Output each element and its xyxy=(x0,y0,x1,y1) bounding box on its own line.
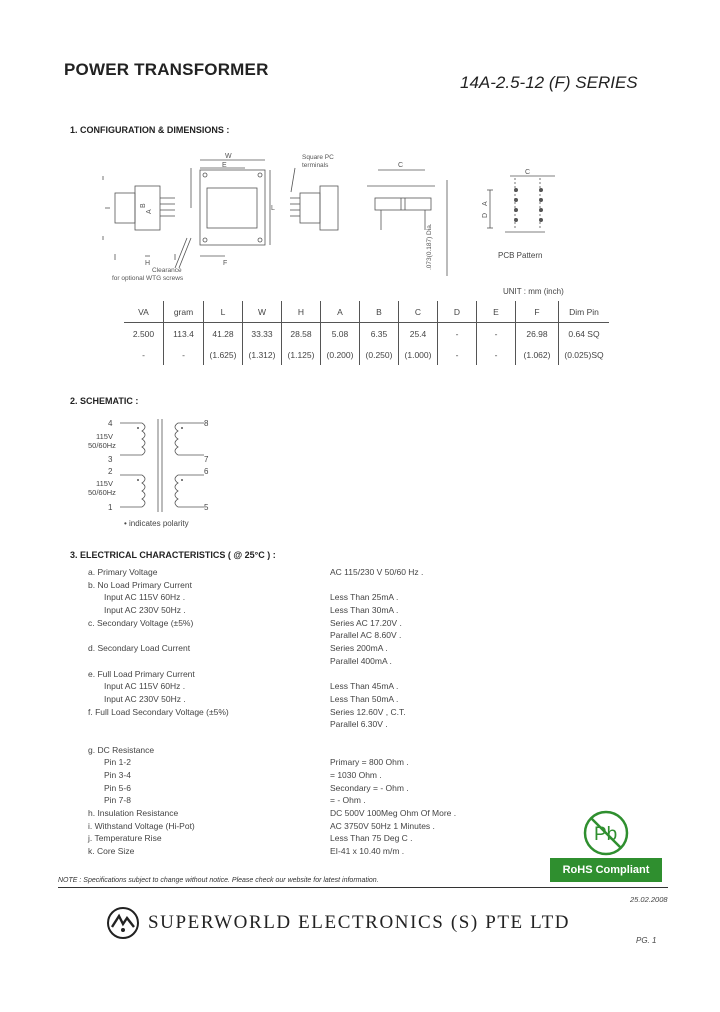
spec-label: Input AC 230V 50Hz . xyxy=(104,693,186,704)
table-cell: E xyxy=(477,301,516,323)
square-pc-label: Square PC xyxy=(302,154,334,161)
spec-label: g. DC Resistance xyxy=(88,744,155,755)
spec-value: Series 12.60V , C.T. xyxy=(330,706,406,717)
svg-text:C: C xyxy=(398,162,404,169)
table-cell: - xyxy=(477,323,516,345)
spec-value: = 1030 Ohm . xyxy=(330,770,382,780)
spec-label: j. Temperature Rise xyxy=(88,833,162,844)
list-item xyxy=(88,833,508,846)
svg-text:A: A xyxy=(482,201,489,206)
list-item xyxy=(88,745,508,758)
spec-value: Parallel AC 8.60V . xyxy=(330,630,402,641)
spec-label: k. Core Size xyxy=(88,846,135,857)
spec-label: c. Secondary Voltage (±5%) xyxy=(88,617,194,628)
hole-dim-label: .073(0.187) Dia. xyxy=(426,223,433,270)
table-cell: D xyxy=(438,301,477,323)
list-item xyxy=(88,592,508,605)
table-cell: (1.312) xyxy=(243,344,282,365)
electrical-characteristics-list xyxy=(88,567,508,859)
spec-value: Less Than 45mA . xyxy=(330,681,399,692)
pb-symbol: Pb xyxy=(594,824,618,845)
svg-text:E: E xyxy=(222,162,227,169)
list-item xyxy=(88,580,508,593)
table-cell: (1.000) xyxy=(399,344,438,365)
svg-text:D: D xyxy=(482,212,489,218)
primary1-voltage: 115V xyxy=(96,432,113,441)
pin-label: 1 xyxy=(108,503,113,512)
table-cell: 33.33 xyxy=(243,323,282,345)
spec-label: d. Secondary Load Current xyxy=(88,643,191,654)
side-view-drawing xyxy=(103,176,175,260)
list-item xyxy=(88,770,508,783)
rohs-badge: RoHS Compliant xyxy=(550,858,662,882)
table-cell: - xyxy=(438,323,477,345)
table-cell: - xyxy=(477,344,516,365)
table-row xyxy=(124,344,609,365)
table-cell: W xyxy=(243,301,282,323)
table-cell: F xyxy=(516,301,559,323)
list-item xyxy=(88,630,508,643)
spec-value: AC 3750V 50Hz 1 Minutes . xyxy=(330,820,435,831)
spec-value: DC 500V 100Meg Ohm Of More . xyxy=(330,808,457,819)
spec-label: Pin 1-2 xyxy=(104,757,131,768)
table-cell: (0.025)SQ xyxy=(564,349,604,360)
spec-label: Input AC 115V 60Hz . xyxy=(104,681,186,692)
table-cell: 28.58 xyxy=(282,323,321,345)
table-row xyxy=(124,323,609,345)
pb-free-icon xyxy=(581,808,631,858)
table-cell: (1.125) xyxy=(282,344,321,365)
table-cell: 25.4 xyxy=(399,323,438,345)
list-item xyxy=(88,694,508,707)
clearance-label: Clearance xyxy=(152,267,182,274)
unit-label: UNIT : mm (inch) xyxy=(503,287,564,296)
spec-value: Less Than 25mA . xyxy=(330,592,399,603)
spec-value: Parallel 6.30V . xyxy=(330,719,388,730)
spec-value: EI-41 x 10.40 m/m . xyxy=(330,846,405,857)
spec-label: a. Primary Voltage xyxy=(88,567,158,577)
table-cell: 0.64 SQ xyxy=(568,328,600,339)
list-item xyxy=(88,808,508,821)
list-item xyxy=(88,821,508,834)
primary2-freq: 50/60Hz xyxy=(88,488,116,497)
section-electrical-heading: 3. ELECTRICAL CHARACTERISTICS ( @ 25°C ) : xyxy=(70,550,276,560)
table-header-row xyxy=(124,301,609,323)
list-item xyxy=(88,656,508,669)
pin-label: 4 xyxy=(108,419,113,428)
table-cell: (0.200) xyxy=(321,344,360,365)
company-name: SUPERWORLD ELECTRONICS (S) PTE LTD xyxy=(148,912,571,933)
primary1-freq: 50/60Hz xyxy=(88,441,116,450)
footer-note: NOTE : Specifications subject to change without notice. Please check our website for latest information. xyxy=(58,877,379,884)
spec-value: Parallel 400mA . xyxy=(330,655,392,666)
spec-label: Input AC 230V 50Hz . xyxy=(104,605,186,616)
page-number: PG. 1 xyxy=(636,936,657,945)
svg-text:L: L xyxy=(271,205,275,212)
list-item xyxy=(88,757,508,770)
pin-label: 5 xyxy=(204,503,209,512)
series-title: 14A-2.5-12 (F) SERIES xyxy=(460,73,638,92)
polarity-note: • indicates polarity xyxy=(124,519,189,528)
table-cell: VA xyxy=(124,301,164,323)
table-cell: A xyxy=(321,301,360,323)
page-title: POWER TRANSFORMER xyxy=(64,60,269,79)
spec-value: Secondary = - Ohm . xyxy=(330,782,409,793)
primary2-voltage: 115V xyxy=(96,479,113,488)
terminal-view-drawing xyxy=(290,168,338,230)
list-item xyxy=(88,618,508,631)
footer-divider xyxy=(58,887,668,888)
svg-text:W: W xyxy=(225,153,232,160)
spec-value: = - Ohm . xyxy=(330,795,366,806)
table-cell: H xyxy=(282,301,321,323)
table-cell: 26.98 xyxy=(516,323,559,345)
front-view-drawing xyxy=(175,160,270,268)
svg-text:C: C xyxy=(525,169,531,176)
table-cell: - xyxy=(124,344,164,365)
list-item xyxy=(88,643,508,656)
spec-label: e. Full Load Primary Current xyxy=(88,668,195,679)
spec-value: Primary = 800 Ohm . xyxy=(330,757,409,768)
schematic-diagram xyxy=(80,414,230,518)
table-cell: 2.500 xyxy=(124,323,164,345)
company-logo-icon xyxy=(106,906,140,940)
svg-text:B: B xyxy=(140,203,147,208)
spec-value: Less Than 30mA . xyxy=(330,605,399,616)
list-item xyxy=(88,783,508,796)
pin-label: 7 xyxy=(204,455,209,464)
pin-label: 3 xyxy=(108,455,113,464)
spec-value: Series 200mA . xyxy=(330,643,388,654)
pin-label: 2 xyxy=(108,467,113,476)
list-item xyxy=(88,681,508,694)
table-cell: B xyxy=(360,301,399,323)
table-cell: 113.4 xyxy=(164,323,204,345)
list-item xyxy=(88,707,508,720)
list-item xyxy=(88,846,508,859)
spec-label: Pin 7-8 xyxy=(104,795,131,806)
section-schematic-heading: 2. SCHEMATIC : xyxy=(70,396,139,406)
list-item xyxy=(88,795,508,808)
table-cell: - xyxy=(438,344,477,365)
spec-label: b. No Load Primary Current xyxy=(88,579,192,590)
table-cell: 41.28 xyxy=(204,323,243,345)
spec-value: Less Than 50mA . xyxy=(330,693,399,704)
svg-text:F: F xyxy=(223,260,228,267)
dimension-table xyxy=(124,301,609,365)
document-date: 25.02.2008 xyxy=(630,895,668,904)
spec-label: Input AC 115V 60Hz . xyxy=(104,592,186,603)
spec-label: h. Insulation Resistance xyxy=(88,808,179,819)
table-cell: (0.250) xyxy=(360,344,399,365)
top-view-drawing xyxy=(367,170,447,276)
table-cell: L xyxy=(204,301,243,323)
section-config-heading: 1. CONFIGURATION & DIMENSIONS : xyxy=(70,125,230,135)
table-cell: - xyxy=(164,344,204,365)
pcb-pattern-drawing xyxy=(487,176,555,232)
table-cell: (1.625) xyxy=(204,344,243,365)
spec-value: Series AC 17.20V . xyxy=(330,617,402,628)
pin-label: 6 xyxy=(204,467,209,476)
list-item xyxy=(88,567,508,580)
svg-text:A: A xyxy=(146,209,153,214)
table-cell: Dim Pin xyxy=(559,301,610,323)
spec-value: AC 115/230 V 50/60 Hz . xyxy=(330,567,424,577)
list-item xyxy=(88,605,508,618)
table-cell: 6.35 xyxy=(360,323,399,345)
spec-label: Pin 3-4 xyxy=(104,770,131,780)
table-cell: (1.062) xyxy=(516,344,559,365)
pin-label: 8 xyxy=(204,419,209,428)
spec-label: f. Full Load Secondary Voltage (±5%) xyxy=(88,706,229,717)
svg-text:H: H xyxy=(145,260,151,267)
spec-label: i. Withstand Voltage (Hi-Pot) xyxy=(88,820,195,831)
list-item xyxy=(88,732,508,745)
list-item xyxy=(88,719,508,732)
spec-label: Pin 5-6 xyxy=(104,782,131,793)
table-cell: gram xyxy=(164,301,204,323)
pcb-pattern-label: PCB Pattern xyxy=(498,251,543,260)
terminals-label: terminals xyxy=(302,162,329,169)
table-cell: 5.08 xyxy=(321,323,360,345)
list-item xyxy=(88,669,508,682)
spec-value: Less Than 75 Deg C . xyxy=(330,833,413,844)
clearance-note-label: for optional WTG screws xyxy=(112,275,184,282)
table-cell: C xyxy=(399,301,438,323)
